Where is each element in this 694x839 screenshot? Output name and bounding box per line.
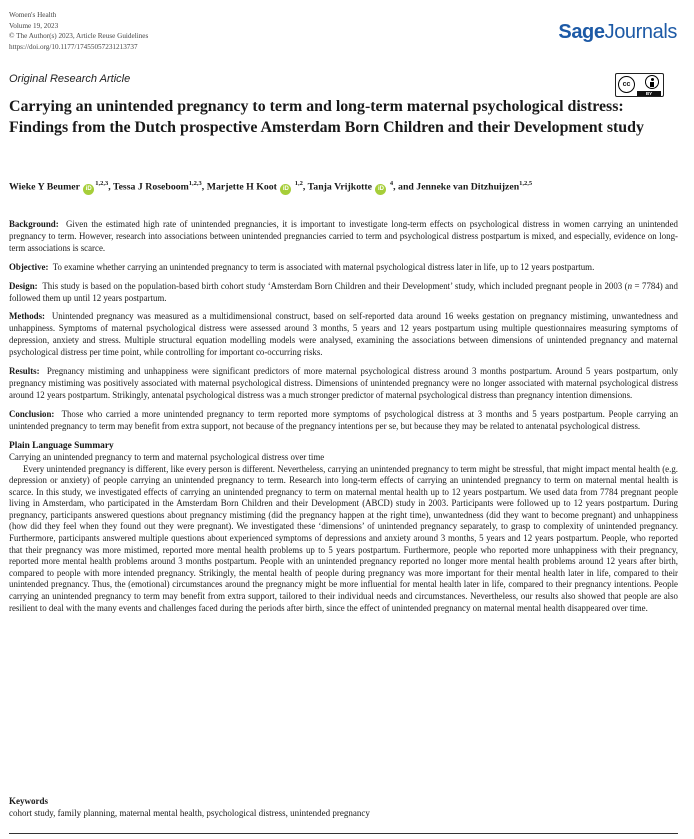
divider (9, 833, 678, 834)
orcid-icon[interactable]: iD (280, 184, 291, 195)
sage-journals-logo[interactable]: SageJournals (558, 21, 677, 43)
author-name[interactable]: Marjette H Koot (206, 181, 277, 193)
abstract (9, 219, 678, 621)
keywords-section (9, 795, 370, 819)
abstract-conclusion: Conclusion: Those who carried a more unintended pregnancy to term reported more symptoms of psychological distress at 3 months and 5 years postpartum. People carrying an unintended pregnancy to term may benefit from extra support, not because of the pregnancy intentions per se, but because they may be related to antenatal psychological distress. (9, 408, 679, 431)
author-list: Wieke Y Beumer iD$^{1,2,3}$, Tessa J Roseboom$^{1,2,3}$, Marjette H Koot iD $^{1,2}$, Tanja Vrijkotte iD $^4$, and Jenneke van Ditzhuijzen$^{1,2,5}$ (9, 180, 689, 195)
journal-copyright: © The Author(s) 2023, Article Reuse Guidelines (9, 32, 149, 41)
abstract-methods: Methods: Unintended pregnancy was measured as a multidimensional construct, based on self-reported data around 16 weeks gestation on pregnancy mistiming, unwantedness and unhappiness. Symptoms of maternal psychological distress were assessed around 3 months, 5 years and 12 years postpartum using multiple questionnaires measuring symptoms of depression, anxiety and stress. Multiple structural equation modelling models were analysed, examining the associations between dimensions of unintended pregnancy and maternal psychological distress per time point, while controlling for important co-occurring risks. (9, 311, 678, 358)
by-label: BY (637, 91, 661, 96)
author-name[interactable]: Tessa J Roseboom (112, 181, 189, 193)
cc-by-license-icon[interactable] (615, 73, 664, 97)
orcid-icon[interactable]: iD (375, 184, 386, 195)
plain-language-heading: Plain Language Summary (9, 440, 114, 451)
article-title: Carrying an unintended pregnancy to term and long-term maternal psychological distress: Findings from the Dutch prospective Amsterdam Born Children and their Development study (9, 98, 644, 137)
journal-doi-link[interactable]: https://doi.org/10.1177/17455057231213737 (9, 42, 138, 51)
orcid-icon[interactable]: iD (83, 184, 94, 195)
article-type: Original Research Article (9, 73, 131, 85)
journal-name: Women's Health (9, 11, 57, 19)
journal-meta (9, 10, 148, 52)
abstract-objective: Objective: To examine whether carrying an unintended pregnancy to term is associated with maternal psychological distress later in life, up to 12 years postpartum. (9, 261, 595, 272)
author-affiliation: 4 (389, 180, 394, 187)
author-name[interactable]: Tanja Vrijkotte (307, 181, 372, 193)
abstract-results: Results: Pregnancy mistiming and unhappiness were significant predictors of more maternal psychological distress around 3 months postpartum. Around 5 years postpartum, only pregnancy mistiming was positively associated with maternal psychological distress. Dimensions of unintended pregnancy were no longer associated with maternal psychological distress around 12 years postpartum. Strikingly, antenatal psychological distress was a much stronger predictor of maternal psychological distress than pregnancy intention dimensions. (9, 366, 678, 400)
attribution-person-icon (645, 75, 659, 89)
author-name[interactable]: Wieke Y Beumer (9, 181, 80, 193)
plain-language-subtitle: Carrying an unintended pregnancy to term and maternal psychological distress over time (9, 451, 325, 462)
author-affiliation: 1,2,3 (95, 180, 109, 187)
creative-commons-icon: cc (618, 76, 635, 93)
plain-language-body: Every unintended pregnancy is different, like every person is different. Nevertheless, carrying an unintended pregnancy to term might be stressful, that might impact mental health (e.g. depression or anxiety) of people carrying an unintended pregnancy to term. Research into long-term effects of carrying an unintended pregnancy to term on maternal mental health is scarce. In this study, we investigated effects of carrying an unintended pregnancy to term on maternal mental health up to 12 years postpartum. We used data from 7784 pregnant people living in Amsterdam, who participated in the Amsterdam Born Children and their Development (ABCD) study in 2003. Participants were followed up to 12 years postpartum. During pregnancy, participants answered questions about pregnancy mistiming (did the pregnancy happen at the right time), unwantedness (did they want to become pregnant) and unhappiness (how did they feel when they found out they were pregnant). We investigated these ‘dimensions’ of unintended pregnancy separately, to grasp to complexity of unintended pregnancy. Furthermore, participants answered multiple questions about experienced symptoms of depressions and anxiety around 3 months, 5 years and 12 years postpartum. People, who reported that their pregnancy was more mistimed, reported more mental health problems up to 5 years postpartum. Furthermore, people who reported more unhappiness with their pregnancy, reported more mental health problems around 3 months postpartum. People with an unintended pregnancy reported no longer more mental health problems around 12 years after birth, compared to people with more intended pregnancy. Strikingly, the mental health of people during pregnancy was more important for their mental health later in life, compared to their unintended pregnancy. Thus, the (emotional) circumstances around the pregnancy might be more influential for mental health later in life, compared to their pregnancy intentions. People carrying an unintended pregnancy to term may benefit from extra support, tailored to their individual needs and circumstances. Nevertheless, our results also showed that people are also resilient to deal with the many events and challenges faced during the periods after birth, since the effect of unintended pregnancy on maternal mental health disappeared over time. (9, 463, 678, 613)
author-name[interactable]: Jenneke van Ditzhuijzen (416, 181, 520, 193)
keywords-heading: Keywords (9, 796, 48, 806)
abstract-design: Design: This study is based on the population-based birth cohort study ‘Amsterdam Born Children and their Development’ study, which included pregnant people in 2003 (n = 7784) and followed them up until 12 years postpartum. (9, 280, 678, 303)
abstract-background: Background: Given the estimated high rate of unintended pregnancies, it is important to investigate long-term effects on psychological distress in women carrying an unintended pregnancy to term. However, research into associations between unintended pregnancies carried to term and psychological distress postpartum is mixed, and especially, evidence on long-term associations is scarce. (9, 219, 678, 253)
keywords-list: cohort study, family planning, maternal mental health, psychological distress, unintended pregnancy (9, 808, 370, 818)
author-affiliation: 1,2,5 (519, 180, 533, 187)
author-affiliation: 1,2 (294, 180, 303, 187)
journal-volume: Volume 19, 2023 (9, 21, 59, 30)
author-affiliation: 1,2,3 (188, 180, 202, 187)
